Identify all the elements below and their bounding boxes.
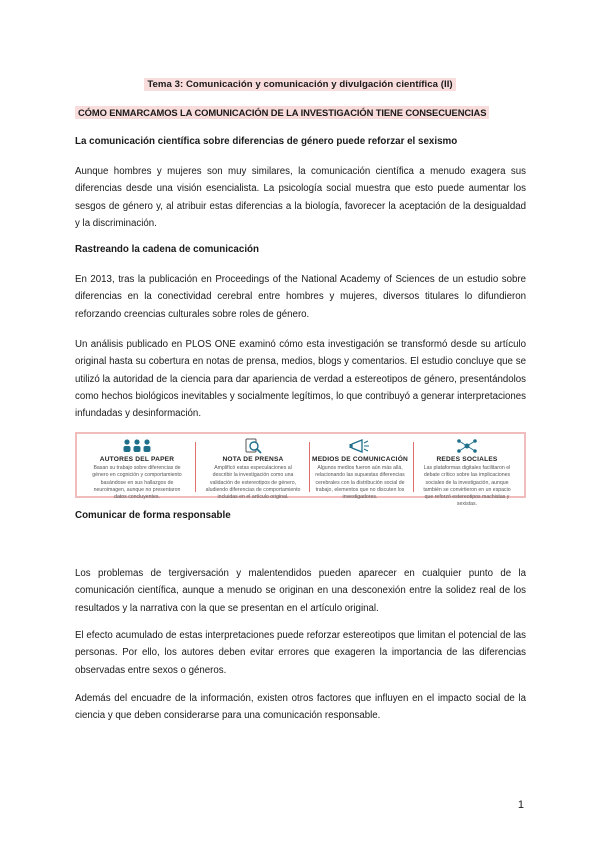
column-body: Amplificó estas especulaciones al describir la investigación como una validación de estereotipos de género, aludiendo diferencias de comportamiento incluidas en el artículo original. xyxy=(205,465,301,501)
infographic-column-media xyxy=(312,438,408,501)
infographic-column-social xyxy=(419,438,515,509)
document-title: Tema 3: Comunicación y comunicación y divulgación científica (II) xyxy=(144,78,455,91)
column-title: NOTA DE PRENSA xyxy=(222,456,284,463)
column-body: Algunos medios fueron aún más allá, relacionando las supuestas diferencias cerebrales con la distribución social de trabajo, elementos que no discuten los investigadores. xyxy=(315,465,405,501)
column-title: MEDIOS DE COMUNICACIÓN xyxy=(312,456,408,463)
paragraph-4: Los problemas de tergiversación y malentendidos pueden aparecer en cualquier punto de la comunicación científica, aunque a menudo se originan en una desconexión entre la solidez real de los resultados y la narrativa con la que se presentan en el artículo original. xyxy=(75,568,526,614)
section-heading: CÓMO ENMARCAMOS LA COMUNICACIÓN DE LA INVESTIGACIÓN TIENE CONSECUENCIAS xyxy=(75,106,489,119)
paragraph-6: Además del encuadre de la información, existen otros factores que influyen en el impacto social de la ciencia y que deben considerarse para una comunicación responsable. xyxy=(75,693,526,722)
infographic-column-press xyxy=(205,438,301,501)
title-wrapper xyxy=(0,74,600,92)
subheading-sexismo: La comunicación científica sobre diferencias de género puede reforzar el sexismo xyxy=(75,136,458,147)
magnifier-icon xyxy=(243,438,263,454)
subheading-responsable: Comunicar de forma responsable xyxy=(75,510,231,521)
communication-chain-infographic xyxy=(75,432,526,508)
column-divider xyxy=(413,442,414,492)
people-icon xyxy=(120,438,154,454)
column-body: Basan su trabajo sobre diferencias de género en cognición y comportamiento basándose en sus hallazgos de neuroimagen, aunque no presentaron datos concluyentes. xyxy=(92,465,182,501)
column-divider xyxy=(195,442,196,492)
column-title: REDES SOCIALES xyxy=(436,456,498,463)
infographic-column-authors xyxy=(89,438,185,501)
network-icon xyxy=(455,438,479,454)
subheading-cadena: Rastreando la cadena de comunicación xyxy=(75,244,260,255)
megaphone-icon xyxy=(348,438,372,454)
column-body: Las plataformas digitales facilitaron el debate crítico sobre las implicaciones sociales de la investigación, aunque también se convirtieron en un espacio que reforzó estereotipos machistas y sexistas. xyxy=(423,465,511,508)
column-divider xyxy=(309,442,310,492)
page-number: 1 xyxy=(517,799,524,811)
paragraph-3: Un análisis publicado en PLOS ONE examinó cómo esta investigación se transformó desde su artículo original hasta su cobertura en notas de prensa, medios, blogs y comentarios. El estudio concluye que se utilizó la autoridad de la ciencia para dar apariencia de verdad a estereotipos de género, presentándolos como hechos biológicos inevitables y socialmente legítimos, lo que contribuyó a generar interpretaciones infundadas y desinformación. xyxy=(75,339,526,420)
paragraph-2: En 2013, tras la publicación en Proceedings of the National Academy of Sciences de un estudio sobre diferencias en la conectividad cerebral entre hombres y mujeres, diversos titulares lo difundieron reforzando creencias culturales sobre roles de género. xyxy=(75,274,526,320)
paragraph-1: Aunque hombres y mujeres son muy similares, la comunicación científica a menudo exagera sus diferencias desde una visión esencialista. La psicología social muestra que esto puede aumentar los sesgos de género y, al atribuir estas diferencias a la biología, favorecer la aceptación de la desigualdad y la discriminación. xyxy=(75,166,526,229)
column-title: AUTORES DEL PAPER xyxy=(99,456,175,463)
paragraph-5: El efecto acumulado de estas interpretaciones puede reforzar estereotipos que limitan el potencial de las personas. Por ello, los autores deben evitar errores que exageren la importancia de las diferencias observadas entre sexos o géneros. xyxy=(75,630,526,676)
